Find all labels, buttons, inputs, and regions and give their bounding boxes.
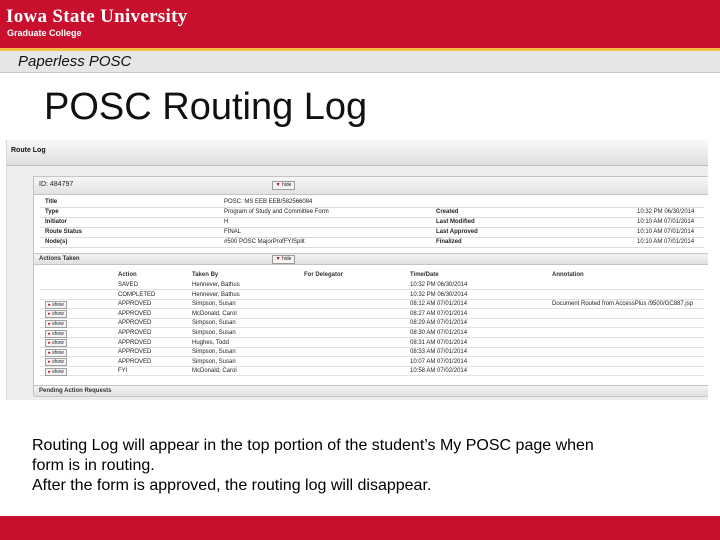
show-row-label: show	[52, 349, 64, 356]
taken-by-cell: McDonald, Carol	[192, 368, 237, 375]
document-id-bar	[34, 177, 708, 195]
hide-info-button[interactable]	[272, 181, 295, 190]
show-row-label: show	[52, 330, 64, 337]
triangle-down-icon: ▼	[275, 182, 281, 188]
footer-bar	[0, 516, 720, 540]
info-date-label: Finalized	[436, 239, 462, 245]
university-wordmark: Iowa State University	[6, 6, 188, 27]
action-cell: APPROVED	[118, 310, 152, 317]
show-row-label: show	[52, 301, 64, 308]
triangle-right-icon: ▸	[48, 320, 51, 327]
time-date-cell: 08:30 AM 07/01/2014	[410, 330, 468, 336]
info-label: Type	[45, 209, 59, 215]
pending-actions-bar	[34, 385, 708, 397]
time-date-cell: 08:31 AM 07/01/2014	[410, 339, 468, 346]
pending-actions-heading: Pending Action Requests	[39, 388, 112, 394]
triangle-right-icon: ▸	[48, 311, 51, 318]
header-bar	[0, 0, 720, 48]
document-id: ID: 484797	[39, 181, 74, 188]
show-row-button[interactable]	[45, 349, 67, 357]
route-log-header	[7, 140, 708, 166]
actions-taken-heading: Actions Taken	[39, 256, 80, 262]
hide-actions-button[interactable]	[272, 255, 295, 264]
taken-by-cell: Simpson, Susan	[192, 349, 236, 356]
show-row-button[interactable]	[45, 358, 67, 366]
info-value: Program of Study and Committee Form	[224, 209, 329, 215]
action-cell: APPROVED	[118, 339, 152, 346]
triangle-right-icon: ▸	[48, 368, 51, 375]
taken-by-cell: Hennever, Bathus	[192, 282, 240, 288]
action-cell: SAVED	[118, 282, 138, 288]
explanation-text	[32, 436, 692, 496]
triangle-right-icon: ▸	[48, 359, 51, 366]
show-row-button[interactable]	[45, 310, 67, 318]
triangle-down-icon: ▼	[275, 256, 281, 262]
triangle-right-icon: ▸	[48, 349, 51, 356]
info-label: Route Status	[45, 229, 83, 235]
info-divider	[40, 217, 704, 218]
info-value: POSC: MS EEB EEB/582566084	[224, 199, 313, 205]
action-cell: APPROVED	[118, 358, 152, 365]
show-row-label: show	[52, 340, 64, 347]
info-label: Title	[45, 199, 58, 205]
taken-by-cell: Simpson, Susan	[192, 330, 236, 336]
taken-by-cell: Simpson, Susan	[192, 320, 236, 327]
time-date-cell: 08:33 AM 07/01/2014	[410, 349, 468, 356]
action-cell: COMPLETED	[118, 291, 156, 298]
slide-title: POSC Routing Log	[44, 86, 368, 128]
info-divider	[40, 247, 704, 248]
action-cell: APPROVED	[118, 301, 152, 308]
time-date-cell: 10:32 PM 06/30/2014	[410, 282, 468, 288]
show-row-button[interactable]	[45, 368, 67, 376]
triangle-right-icon: ▸	[48, 340, 51, 347]
annotation-cell: Document Routed from AccessPlus /9500/GC887.jsp	[552, 301, 694, 308]
info-label: Initiator	[45, 219, 67, 225]
subheader-text: Paperless POSC	[18, 53, 132, 70]
show-row-label: show	[52, 368, 64, 375]
info-divider	[40, 237, 704, 238]
route-log-screenshot	[6, 140, 708, 400]
time-date-cell: 10:07 AM 07/01/2014	[410, 358, 468, 365]
info-label: Node(s)	[45, 239, 68, 245]
taken-by-cell: Simpson, Susan	[192, 358, 236, 365]
show-row-button[interactable]	[45, 339, 67, 347]
time-date-cell: 10:58 AM 07/02/2014	[410, 368, 468, 375]
route-log-title: Route Log	[11, 147, 46, 154]
explanation-line-2: form is in routing.	[32, 457, 155, 474]
subheader-bar	[0, 51, 720, 73]
action-cell: APPROVED	[118, 330, 152, 336]
taken-by-cell: Hughes, Todd	[192, 339, 229, 346]
explanation-line-3: After the form is approved, the routing log will disappear.	[32, 477, 432, 494]
info-divider	[40, 207, 704, 208]
info-date-value: 10:10 AM 07/01/2014	[637, 239, 695, 245]
actions-taken-bar	[34, 253, 708, 265]
explanation-line-1: Routing Log will appear in the top portion of the student’s My POSC page when	[32, 437, 594, 454]
show-row-button[interactable]	[45, 320, 67, 328]
time-date-cell: 08:27 AM 07/01/2014	[410, 310, 468, 317]
table-row	[40, 281, 704, 290]
info-date-value: 10:10 AM 07/01/2014	[637, 219, 695, 225]
col-for-delegator: For Delegator	[304, 272, 344, 278]
time-date-cell: 08:29 AM 07/01/2014	[410, 320, 468, 327]
col-time-date: Time/Date	[410, 272, 439, 278]
actions-column-headers	[34, 272, 708, 280]
action-cell: APPROVED	[118, 320, 152, 327]
hide-info-label: hide	[281, 182, 292, 188]
triangle-right-icon: ▸	[48, 301, 51, 308]
table-row	[40, 367, 704, 376]
info-date-value: 10:32 PM 06/30/2014	[637, 209, 695, 215]
action-cell: FYI	[118, 368, 128, 375]
taken-by-cell: Simpson, Susan	[192, 301, 236, 308]
info-divider	[40, 227, 704, 228]
hide-actions-label: hide	[281, 256, 292, 262]
col-taken-by: Taken By	[192, 272, 219, 278]
info-value: FINAL	[224, 229, 242, 235]
show-row-button[interactable]	[45, 330, 67, 338]
info-value: #500 POSC MajorProfFYISplit	[224, 239, 305, 245]
info-date-value: 10:10 AM 07/01/2014	[637, 229, 695, 235]
info-value: H	[224, 219, 229, 225]
triangle-right-icon: ▸	[48, 330, 51, 337]
time-date-cell: 08:12 AM 07/01/2014	[410, 301, 468, 308]
route-log-panel	[33, 176, 708, 396]
taken-by-cell: Hennever, Bathus	[192, 291, 240, 298]
info-date-label: Last Modified	[436, 219, 475, 225]
show-row-label: show	[52, 359, 64, 366]
college-name: Graduate College	[7, 28, 82, 38]
info-date-label: Created	[436, 209, 459, 215]
show-row-button[interactable]	[45, 301, 67, 309]
taken-by-cell: McDonald, Carol	[192, 310, 237, 317]
col-annotation: Annotation	[552, 272, 584, 278]
info-date-label: Last Approved	[436, 229, 478, 235]
col-action: Action	[118, 272, 137, 278]
action-cell: APPROVED	[118, 349, 152, 356]
show-row-label: show	[52, 311, 64, 318]
time-date-cell: 10:32 PM 06/30/2014	[410, 291, 468, 298]
show-row-label: show	[52, 320, 64, 327]
